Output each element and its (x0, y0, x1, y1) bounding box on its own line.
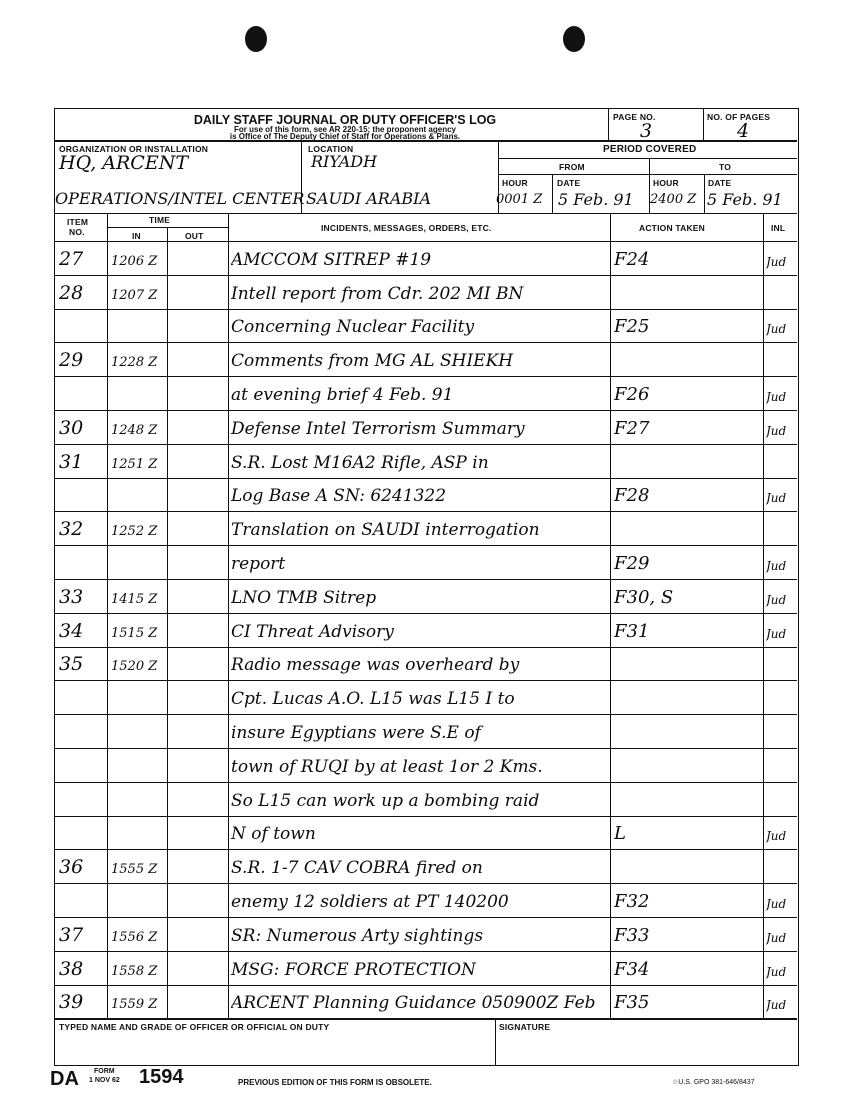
table-row (55, 714, 797, 748)
action-taken-cell: F31 (614, 620, 650, 642)
form-word: FORM (94, 1068, 115, 1075)
action-taken-cell: F25 (614, 316, 650, 338)
initials-cell: Jud (766, 829, 787, 844)
binder-hole-left (245, 26, 267, 52)
action-taken-label: ACTION TAKEN (639, 223, 705, 233)
action-taken-cell: F27 (614, 417, 650, 439)
form-date: 1 NOV 62 (89, 1077, 120, 1084)
table-row (55, 849, 797, 883)
action-taken-cell: F33 (614, 924, 650, 946)
incident-text-cell: Translation on SAUDI interrogation (231, 520, 540, 541)
page-no-value: 3 (640, 120, 653, 142)
time-in-cell: 1555 Z (111, 862, 158, 878)
item-no-cell: 31 (59, 450, 84, 473)
item-label: ITEM (67, 217, 89, 227)
org-label: ORGANIZATION OR INSTALLATION (59, 144, 209, 154)
incident-text-cell: Log Base A SN: 6241322 (231, 486, 447, 507)
table-row (55, 951, 797, 985)
form-subtitle-2: is Office of The Deputy Chief of Staff for Operations & Plans. (229, 132, 461, 141)
to-hour-value: 2400 Z (650, 192, 697, 207)
to-date-label: DATE (708, 178, 732, 188)
initials-cell: Jud (766, 964, 787, 979)
incident-text-cell: CI Threat Advisory (231, 621, 394, 642)
incident-text-cell: Concerning Nuclear Facility (231, 317, 475, 338)
incident-text-cell: LNO TMB Sitrep (231, 587, 377, 608)
table-row (55, 410, 797, 444)
form-title: DAILY STAFF JOURNAL OR DUTY OFFICER'S LOG (193, 113, 497, 127)
table-row (55, 883, 797, 917)
table-row (55, 342, 797, 376)
incident-text-cell: N of town (231, 824, 316, 845)
item-no-cell: 28 (59, 281, 84, 304)
table-row (55, 985, 797, 1019)
item-no-cell: 33 (59, 585, 84, 608)
journal-form (54, 108, 799, 1066)
incident-text-cell: S.R. 1-7 CAV COBRA fired on (231, 858, 483, 879)
location-line2: SAUDI ARABIA (306, 189, 432, 208)
time-in-cell: 1520 Z (111, 659, 158, 675)
time-in-cell: 1415 Z (111, 591, 158, 607)
table-row (55, 816, 797, 850)
time-in-cell: 1207 Z (111, 287, 158, 303)
incident-text-cell: S.R. Lost M16A2 Rifle, ASP in (231, 452, 489, 473)
action-taken-cell: F35 (614, 992, 650, 1014)
table-row (55, 376, 797, 410)
table-row (55, 511, 797, 545)
initials-cell: Jud (766, 592, 787, 607)
incident-text-cell: So L15 can work up a bombing raid (231, 790, 540, 811)
time-in-cell: 1556 Z (111, 929, 158, 945)
action-taken-cell: F30, S (614, 586, 674, 608)
item-no-cell: 29 (59, 349, 84, 372)
incident-text-cell: Cpt. Lucas A.O. L15 was L15 I to (231, 689, 515, 710)
org-line1: HQ, ARCENT (59, 152, 189, 174)
location-line1: RIYADH (311, 152, 378, 171)
incident-text-cell: MSG: FORCE PROTECTION (231, 959, 476, 980)
table-row (55, 275, 797, 309)
table-row (55, 579, 797, 613)
incident-text-cell: enemy 12 soldiers at PT 140200 (231, 891, 509, 912)
time-in-cell: 1515 Z (111, 625, 158, 641)
from-hour-value: 0001 Z (496, 192, 543, 207)
table-row (55, 444, 797, 478)
table-row (55, 748, 797, 782)
item-no-cell: 27 (59, 247, 84, 270)
binder-hole-right (563, 26, 585, 52)
form-subtitle-1: For use of this form, see AR 220-15; the proponent agency (234, 125, 456, 134)
incident-text-cell: ARCENT Planning Guidance 050900Z Feb (231, 993, 596, 1014)
incident-text-cell: town of RUQI by at least 1or 2 Kms. (231, 756, 543, 777)
initials-cell: Jud (766, 558, 787, 573)
table-row (55, 545, 797, 579)
item-no-cell: 37 (59, 923, 84, 946)
item-no-label: NO. (69, 227, 85, 237)
action-taken-cell: F28 (614, 485, 650, 507)
out-label: OUT (185, 231, 204, 241)
org-line2: OPERATIONS/INTEL CENTER (55, 189, 305, 208)
table-row (55, 680, 797, 714)
time-in-cell: 1252 Z (111, 524, 158, 540)
time-label: TIME (149, 215, 171, 225)
table-row (55, 917, 797, 951)
incident-text-cell: Radio message was overheard by (231, 655, 520, 676)
to-label: TO (719, 162, 732, 172)
table-row (55, 613, 797, 647)
item-no-cell: 38 (59, 957, 84, 980)
incident-text-cell: AMCCOM SITREP #19 (231, 249, 432, 270)
item-no-cell: 34 (59, 619, 84, 642)
from-date-label: DATE (557, 178, 581, 188)
signature-label: SIGNATURE (499, 1022, 551, 1032)
initials-cell: Jud (766, 896, 787, 911)
initials-cell: Jud (766, 389, 787, 404)
table-row (55, 782, 797, 816)
time-in-cell: 1206 Z (111, 253, 158, 269)
to-hour-label: HOUR (653, 178, 679, 188)
action-taken-cell: F26 (614, 383, 650, 405)
table-row (55, 241, 797, 275)
incidents-label: INCIDENTS, MESSAGES, ORDERS, ETC. (321, 223, 492, 233)
from-hour-label: HOUR (502, 178, 528, 188)
time-in-cell: 1559 Z (111, 997, 158, 1013)
initials-cell: Jud (766, 626, 787, 641)
incident-text-cell: at evening brief 4 Feb. 91 (231, 384, 454, 405)
to-date-value: 5 Feb. 91 (707, 190, 783, 209)
action-taken-cell: F32 (614, 890, 650, 912)
initials-cell: Jud (766, 423, 787, 438)
item-no-cell: 36 (59, 856, 84, 879)
page-no-label: PAGE NO. (613, 112, 656, 122)
time-in-cell: 1558 Z (111, 963, 158, 979)
incident-text-cell: Comments from MG AL SHIEKH (231, 351, 514, 372)
location-label: LOCATION (308, 144, 354, 154)
inl-label: INL (771, 223, 786, 233)
table-row (55, 647, 797, 681)
incident-text-cell: SR: Numerous Arty sightings (231, 925, 484, 946)
time-in-cell: 1251 Z (111, 456, 158, 472)
time-in-cell: 1228 Z (111, 355, 158, 371)
incident-text-cell: Intell report from Cdr. 202 MI BN (231, 283, 524, 304)
no-of-pages-value: 4 (737, 120, 750, 142)
initials-cell: Jud (766, 322, 787, 337)
initials-cell: Jud (766, 254, 787, 269)
form-number: 1594 (139, 1066, 184, 1088)
action-taken-cell: L (614, 823, 626, 845)
typed-name-label: TYPED NAME AND GRADE OF OFFICER OR OFFICIAL ON DUTY (59, 1022, 330, 1032)
initials-cell: Jud (766, 998, 787, 1013)
action-taken-cell: F24 (614, 248, 650, 270)
time-in-cell: 1248 Z (111, 422, 158, 438)
from-date-value: 5 Feb. 91 (558, 190, 634, 209)
item-no-cell: 30 (59, 416, 84, 439)
no-of-pages-label: NO. OF PAGES (707, 112, 771, 122)
form-da: DA (50, 1068, 79, 1090)
initials-cell: Jud (766, 491, 787, 506)
item-no-cell: 39 (59, 991, 84, 1014)
table-row (55, 478, 797, 512)
incident-text-cell: insure Egyptians were S.E of (231, 722, 481, 743)
period-covered-label: PERIOD COVERED (603, 144, 697, 155)
table-row (55, 309, 797, 343)
item-no-cell: 35 (59, 653, 84, 676)
initials-cell: Jud (766, 930, 787, 945)
incident-text-cell: report (231, 553, 286, 574)
action-taken-cell: F34 (614, 958, 650, 980)
gpo-code: ☆U.S. GPO 381-646/8437 (672, 1079, 755, 1086)
incident-text-cell: Defense Intel Terrorism Summary (231, 418, 525, 439)
item-no-cell: 32 (59, 518, 84, 541)
in-label: IN (132, 231, 141, 241)
action-taken-cell: F29 (614, 552, 650, 574)
from-label: FROM (559, 162, 585, 172)
previous-edition-note: PREVIOUS EDITION OF THIS FORM IS OBSOLETE. (238, 1078, 432, 1087)
